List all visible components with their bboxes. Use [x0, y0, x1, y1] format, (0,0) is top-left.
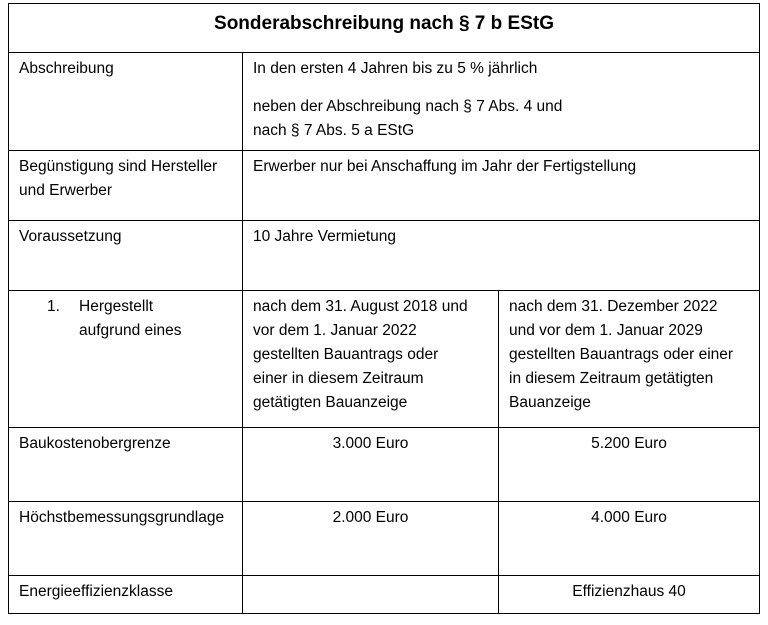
hergestellt-col1-line: gestellten Bauantrags oder: [253, 346, 439, 363]
energie-col-2: Effizienzhaus 40: [499, 576, 760, 614]
abschreibung-line-2: neben der Abschreibung nach § 7 Abs. 4 und: [253, 98, 563, 115]
hergestellt-col1-line: getätigten Bauanzeige: [253, 394, 408, 411]
label-beguenstigung: [9, 151, 243, 221]
row-baukosten: [9, 428, 760, 502]
value-beguenstigung: Erwerber nur bei Anschaffung im Jahr der Fertigstellung: [243, 151, 760, 221]
hoechst-col-2: 4.000 Euro: [499, 502, 760, 576]
enum-number: 1.: [47, 298, 60, 315]
hergestellt-col1-line: einer in diesem Zeitraum: [253, 370, 424, 387]
label-hergestellt: [9, 291, 243, 428]
baukosten-col-2: 5.200 Euro: [499, 428, 760, 502]
label-hoechst: Höchstbemessungsgrundlage: [9, 502, 243, 576]
beguenstigung-label-line-1: Begünstigung sind Hersteller: [19, 158, 218, 175]
baukosten-col-1: 3.000 Euro: [243, 428, 499, 502]
hergestellt-col2-line: nach dem 31. Dezember 2022: [509, 298, 718, 315]
hergestellt-col2-line: gestellten Bauantrags oder einer: [509, 346, 734, 363]
abschreibung-line-1: In den ersten 4 Jahren bis zu 5 % jährlich: [253, 60, 538, 77]
row-hergestellt: [9, 291, 760, 428]
label-voraussetzung: Voraussetzung: [9, 221, 243, 291]
hergestellt-col2-line: in diesem Zeitraum getätigten: [509, 370, 714, 387]
row-energie: [9, 576, 760, 614]
table-title: Sonderabschreibung nach § 7 b EStG: [9, 4, 760, 53]
hergestellt-label-line-1: Hergestellt: [79, 298, 154, 315]
row-beguenstigung: [9, 151, 760, 221]
hoechst-col-1: 2.000 Euro: [243, 502, 499, 576]
title-row: [9, 4, 760, 53]
abschreibung-line-3: nach § 7 Abs. 5 a EStG: [253, 122, 415, 139]
value-abschreibung: [243, 53, 760, 151]
hergestellt-col-1: [243, 291, 499, 428]
sonderabschreibung-table: [8, 3, 760, 614]
beguenstigung-label-line-2: und Erwerber: [19, 182, 113, 199]
row-abschreibung: [9, 53, 760, 151]
hergestellt-col-2: [499, 291, 760, 428]
label-abschreibung: Abschreibung: [9, 53, 243, 151]
hergestellt-col2-line: Bauanzeige: [509, 394, 591, 411]
row-voraussetzung: [9, 221, 760, 291]
value-voraussetzung: 10 Jahre Vermietung: [243, 221, 760, 291]
row-hoechst: [9, 502, 760, 576]
hergestellt-col2-line: und vor dem 1. Januar 2029: [509, 322, 703, 339]
hergestellt-col1-line: vor dem 1. Januar 2022: [253, 322, 417, 339]
label-baukosten: Baukostenobergrenze: [9, 428, 243, 502]
energie-col-1: [243, 576, 499, 614]
hergestellt-label-line-2: aufgrund eines: [79, 322, 182, 339]
label-energie: Energieeffizienzklasse: [9, 576, 243, 614]
hergestellt-col1-line: nach dem 31. August 2018 und: [253, 298, 468, 315]
